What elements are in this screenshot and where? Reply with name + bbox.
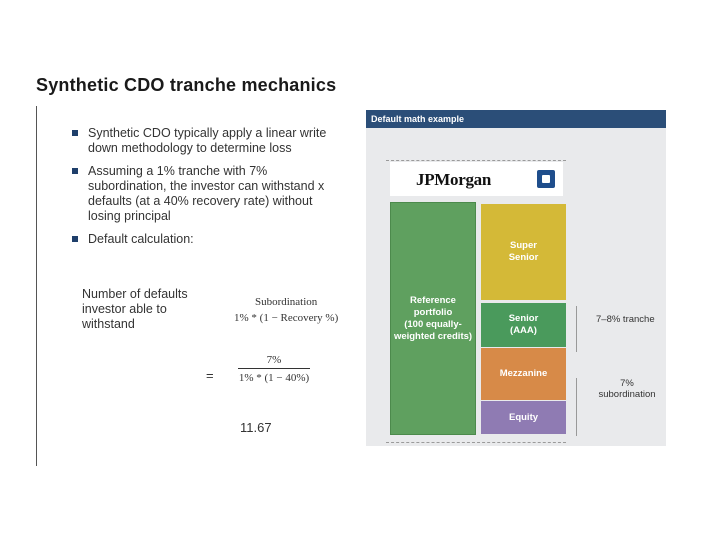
super-senior-label: Super Senior — [508, 240, 539, 263]
slide-title: Synthetic CDO tranche mechanics — [36, 75, 337, 95]
mezzanine-label: Mezzanine — [499, 368, 548, 379]
left-rule — [36, 106, 37, 466]
bullet-item — [72, 126, 342, 156]
jpmorgan-logo-icon — [537, 170, 555, 188]
tranche-label: 7–8% tranche — [596, 314, 655, 325]
logo-text: JPMorgan — [416, 170, 492, 189]
numeric-fraction — [238, 354, 310, 384]
bullet-square-icon — [72, 236, 78, 242]
bullet-item — [72, 232, 342, 247]
super-senior-block — [481, 204, 566, 300]
result-value: 11.67 — [240, 420, 272, 435]
tranche-brace — [576, 306, 583, 352]
calc-label: Number of defaults investor able to withstand — [82, 287, 188, 331]
subordination-brace — [576, 378, 583, 436]
bullet-list — [72, 126, 342, 255]
dashed-line — [386, 160, 566, 161]
bullet-text: Assuming a 1% tranche with 7% subordination, the investor can withstand x defaults (at a 40% recovery rate) without losing principal — [88, 164, 325, 223]
formula-numerator: Subordination — [254, 296, 318, 308]
bullet-text: Default calculation: — [88, 232, 194, 246]
mezzanine-block — [481, 348, 566, 400]
equals-sign: = — [206, 368, 214, 383]
dashed-line — [386, 442, 566, 443]
equity-label: Equity — [508, 411, 539, 423]
bullet-text: Synthetic CDO typically apply a linear write down methodology to determine loss — [88, 126, 327, 155]
logo-box — [390, 162, 563, 196]
reference-portfolio-block — [390, 202, 476, 435]
formula-denominator: 1% * (1 − Recovery %) — [234, 312, 339, 324]
numeric-denominator: 1% * (1 − 40%) — [238, 372, 310, 384]
bullet-square-icon — [72, 168, 78, 174]
senior-label: Senior (AAA) — [508, 313, 539, 336]
reference-portfolio-label: Reference portfolio (100 equally-weighted credits) — [393, 294, 473, 342]
bullet-square-icon — [72, 130, 78, 136]
numeric-numerator: 7% — [266, 354, 282, 366]
senior-block — [481, 303, 566, 347]
equity-block — [481, 401, 566, 434]
bullet-item — [72, 164, 342, 224]
subordination-label: 7% subordination — [598, 378, 656, 400]
default-math-panel — [366, 110, 666, 446]
formula-fraction — [234, 296, 338, 324]
panel-header: Default math example — [366, 110, 666, 128]
